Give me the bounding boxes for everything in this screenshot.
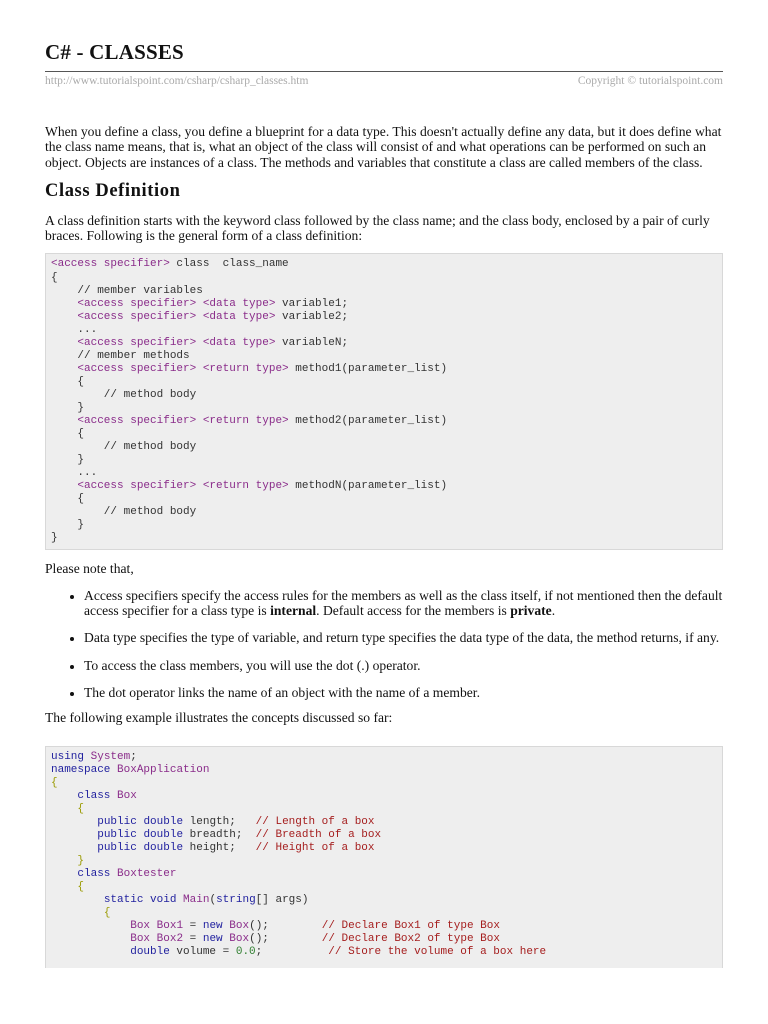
code-token: =	[183, 933, 203, 946]
example-code-block	[45, 746, 723, 968]
code-line	[51, 506, 717, 519]
code-token: breadth;	[183, 828, 256, 841]
code-token: <access specifier> <data type>	[77, 297, 276, 310]
code-token: ();	[249, 933, 322, 946]
code-token: {	[103, 907, 111, 920]
code-token: double	[143, 815, 184, 828]
code-token: class	[77, 789, 111, 802]
code-token	[51, 829, 97, 841]
list-text: . Default access for the members is	[316, 603, 511, 619]
code-token: class	[77, 868, 111, 881]
code-line	[51, 933, 717, 946]
code-token: method1(parameter_list)	[288, 362, 448, 375]
code-token: // Height of a box	[255, 841, 375, 854]
section-heading: Class Definition	[45, 180, 181, 201]
code-line	[51, 324, 717, 337]
code-token	[51, 842, 97, 854]
code-token	[51, 855, 77, 867]
code-token: variableN;	[275, 336, 349, 349]
code-token	[150, 933, 157, 945]
code-line	[51, 402, 717, 415]
code-line	[51, 764, 717, 777]
code-token	[51, 790, 77, 802]
code-token: Box	[117, 789, 137, 802]
code-token	[51, 311, 77, 323]
code-token: // Declare Box1 of type Box	[321, 920, 500, 933]
code-line	[51, 777, 717, 790]
code-token: public	[97, 841, 137, 854]
note-list-item	[84, 658, 723, 673]
code-token	[51, 298, 77, 310]
code-line	[51, 376, 717, 389]
code-line	[51, 855, 717, 868]
code-token: void	[150, 894, 177, 907]
code-token: // method body	[51, 388, 197, 401]
code-token	[51, 803, 77, 815]
code-token	[51, 946, 130, 958]
document-page	[45, 40, 723, 968]
code-token: }	[51, 454, 85, 467]
code-token: }	[51, 402, 85, 414]
code-token: <access specifier> <return type>	[77, 362, 289, 375]
code-token: <access specifier> <return type>	[77, 480, 289, 493]
code-token	[51, 337, 77, 349]
code-token: [] args)	[255, 894, 309, 907]
code-line	[51, 363, 717, 376]
code-line	[51, 790, 717, 803]
code-token: static	[103, 894, 144, 907]
code-token: using	[51, 750, 85, 763]
code-line	[51, 751, 717, 764]
code-token: namespace	[51, 763, 111, 776]
code-line	[51, 415, 717, 428]
code-token	[51, 933, 130, 945]
code-line	[51, 519, 717, 532]
code-line	[51, 881, 717, 894]
code-token: // Declare Box2 of type Box	[321, 933, 500, 946]
code-token: Box	[130, 920, 151, 933]
code-token: methodN(parameter_list)	[288, 480, 448, 493]
note-list-item	[84, 588, 723, 619]
code-line	[51, 389, 717, 402]
code-line	[51, 493, 717, 506]
code-line	[51, 298, 717, 311]
code-token	[51, 894, 104, 906]
code-token	[51, 881, 77, 893]
class-syntax-code-block	[45, 253, 723, 549]
code-line	[51, 868, 717, 881]
code-token: // method body	[51, 506, 197, 519]
code-token	[51, 868, 77, 880]
code-line	[51, 258, 717, 271]
note-list-item	[84, 685, 723, 700]
code-token	[51, 363, 77, 375]
code-line	[51, 272, 717, 285]
code-line	[51, 454, 717, 467]
code-token: // Breadth of a box	[255, 828, 382, 841]
code-token: ;	[130, 750, 137, 763]
header-meta	[45, 75, 723, 87]
code-token	[51, 480, 77, 492]
code-token: {	[51, 375, 85, 388]
code-token: // member methods	[51, 349, 190, 362]
code-token: {	[77, 881, 85, 894]
list-text: Access specifiers specify the access rules for the members as well as the class itself, if not mentioned then the default access specifier for a class type is	[84, 587, 723, 619]
code-token: class class_name	[169, 258, 289, 271]
code-line	[51, 467, 717, 480]
code-token: new	[202, 933, 223, 946]
code-token: <access specifier> <data type>	[77, 310, 276, 323]
code-token: height;	[183, 841, 256, 854]
code-token	[84, 751, 91, 763]
code-token: // Store the volume of a box here	[328, 946, 547, 959]
note-intro: Please note that,	[45, 560, 134, 576]
code-token: =	[183, 920, 203, 933]
code-line	[51, 441, 717, 454]
code-line	[51, 803, 717, 816]
code-token: ();	[249, 920, 322, 933]
code-token: ;	[255, 946, 329, 959]
bold-term: internal	[270, 603, 317, 619]
code-token: <access specifier>	[51, 258, 170, 271]
code-token	[51, 816, 97, 828]
code-line	[51, 894, 717, 907]
code-token: (	[209, 894, 217, 907]
code-token: Box	[130, 933, 151, 946]
code-token	[150, 920, 157, 932]
code-token: }	[51, 519, 85, 532]
code-token: variable1;	[275, 297, 349, 310]
code-line	[51, 480, 717, 493]
note-list-item	[84, 630, 723, 645]
code-token: }	[77, 854, 85, 867]
code-token: Box	[229, 933, 250, 946]
code-token: ...	[51, 323, 98, 336]
code-token: variable2;	[275, 310, 349, 323]
code-token: {	[77, 802, 85, 815]
title-divider	[45, 71, 723, 72]
bold-term: private	[510, 603, 552, 619]
code-token: Main	[183, 894, 210, 907]
list-text: Data type specifies the type of variable, and return type specifies the data type of the data, the method returns, if any.	[84, 630, 720, 646]
code-token: length;	[183, 815, 256, 828]
code-token	[51, 920, 130, 932]
code-token	[51, 415, 77, 427]
code-token: volume =	[169, 946, 236, 959]
code-line	[51, 350, 717, 363]
code-token: Boxtester	[117, 868, 177, 881]
code-line	[51, 842, 717, 855]
list-text: .	[551, 603, 556, 619]
source-url: http://www.tutorialspoint.com/csharp/csharp_classes.htm	[45, 75, 309, 87]
code-token: double	[143, 828, 184, 841]
code-token: Box1	[156, 920, 184, 933]
intro-paragraph: When you define a class, you define a blueprint for a data type. This doesn't actually define any data, but it does define what the class name means, that is, what an object of the class will consist of and what operations can be performed on such an object. Objects are instances of a class. The methods and variables that constitute a class are called members of the class.	[45, 124, 722, 170]
code-token: // member variables	[51, 284, 203, 297]
code-token: Box2	[156, 933, 184, 946]
copyright-notice: Copyright © tutorialspoint.com	[577, 75, 723, 87]
code-line	[51, 907, 717, 920]
code-line	[51, 946, 717, 959]
class-definition-paragraph: A class definition starts with the keyword class followed by the class name; and the class body, enclosed by a pair of curly braces. Following is the general form of a class definition:	[45, 212, 710, 244]
code-line	[51, 285, 717, 298]
code-token: System	[90, 750, 131, 763]
code-line	[51, 829, 717, 842]
code-token: double	[143, 841, 184, 854]
code-token: {	[51, 493, 85, 506]
code-token: public	[97, 815, 137, 828]
code-line	[51, 816, 717, 829]
page-title: C# - CLASSES	[45, 40, 184, 64]
code-token: method2(parameter_list)	[288, 415, 448, 428]
code-token: <access specifier> <return type>	[77, 415, 289, 428]
code-line	[51, 428, 717, 441]
code-token: // method body	[51, 441, 197, 454]
code-token	[51, 907, 104, 919]
code-token: {	[51, 271, 58, 284]
code-line	[51, 532, 717, 545]
code-token: BoxApplication	[117, 763, 210, 776]
code-token: ...	[51, 467, 98, 480]
code-token: Box	[229, 920, 250, 933]
code-token: // Length of a box	[255, 815, 375, 828]
code-line	[51, 337, 717, 350]
code-token: double	[130, 946, 170, 959]
code-token: string	[216, 894, 256, 907]
code-token: new	[202, 920, 223, 933]
code-token: }	[51, 532, 58, 545]
code-token: {	[51, 776, 58, 789]
code-token: 0.0	[235, 946, 256, 959]
code-token: {	[51, 428, 85, 441]
list-text: The dot operator links the name of an object with the name of a member.	[84, 685, 480, 700]
notes-list	[45, 588, 723, 700]
code-line	[51, 920, 717, 933]
code-line	[51, 311, 717, 324]
list-text: To access the class members, you will use the dot (.) operator.	[84, 657, 421, 673]
example-intro: The following example illustrates the concepts discussed so far:	[45, 710, 393, 726]
code-token: <access specifier> <data type>	[77, 336, 276, 349]
code-token: public	[97, 828, 137, 841]
